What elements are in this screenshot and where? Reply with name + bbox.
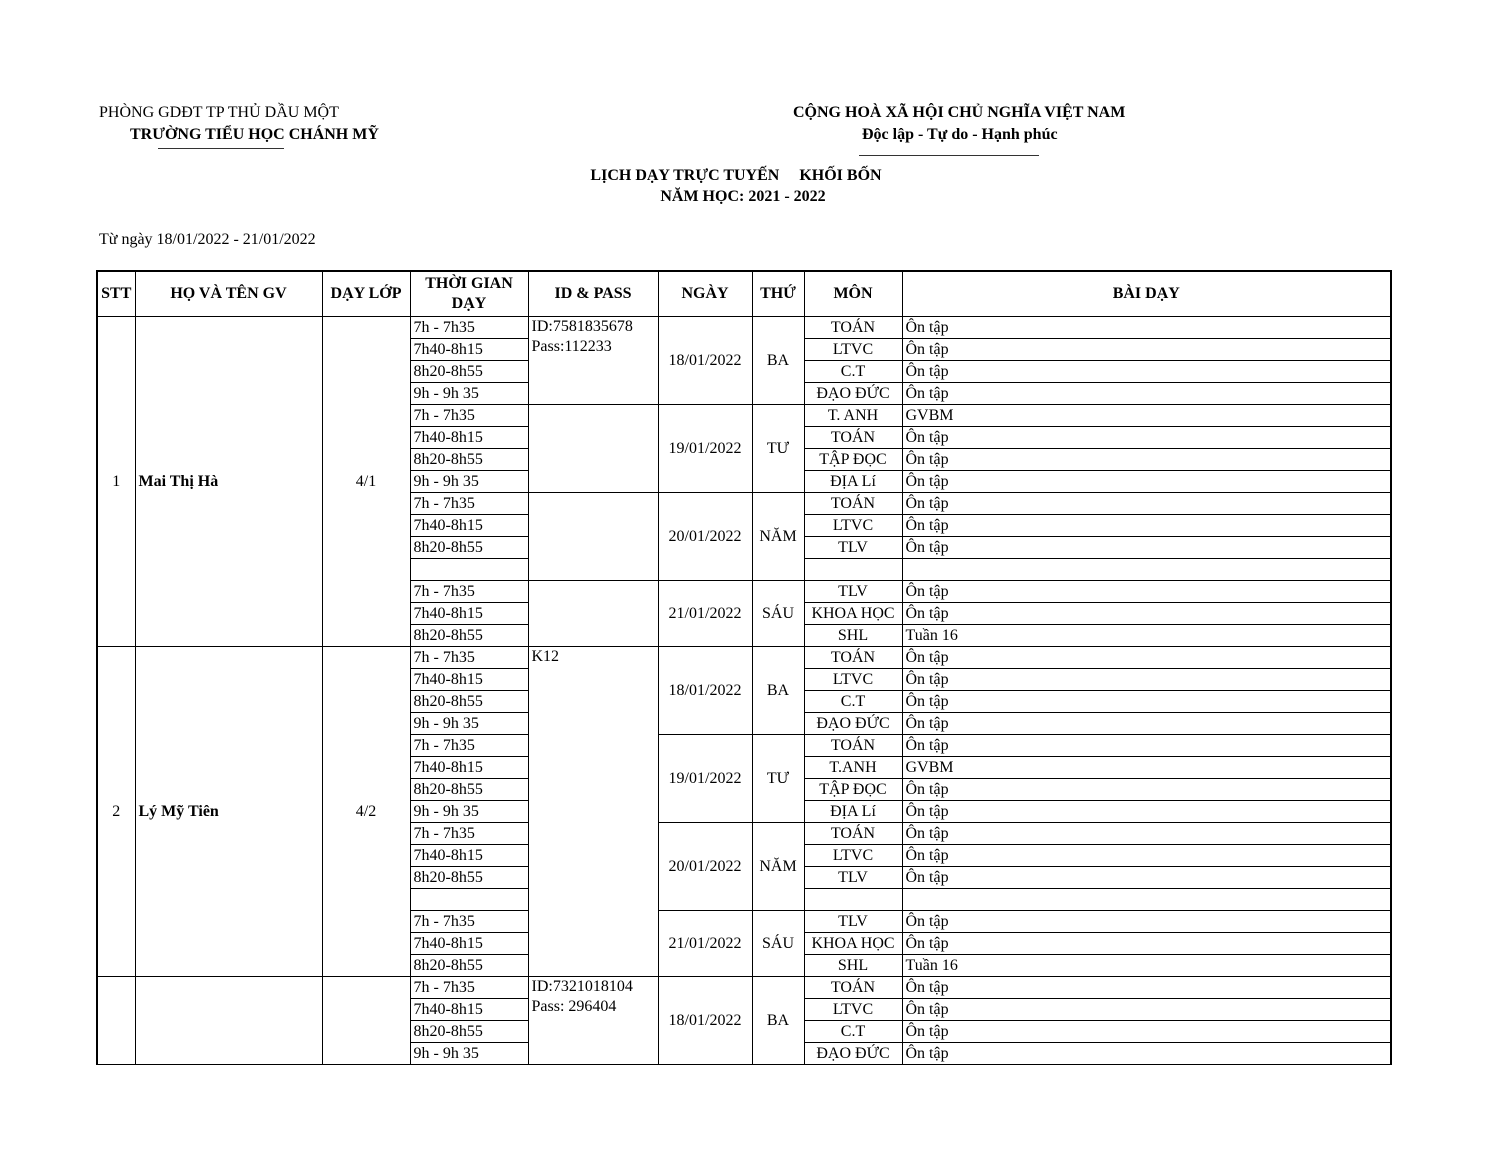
lesson-content: Ôn tập bbox=[902, 581, 1391, 603]
lesson-content: Ôn tập bbox=[902, 867, 1391, 889]
schedule-table-container bbox=[96, 270, 1390, 1062]
lesson-time: 8h20-8h55 bbox=[410, 1021, 528, 1043]
lesson-subject: LTVC bbox=[804, 515, 902, 537]
teacher-name: Lý Mỹ Tiên bbox=[135, 647, 322, 977]
lesson-time: 9h - 9h 35 bbox=[410, 471, 528, 493]
id-pass: K12 bbox=[528, 647, 658, 977]
col-header-time: THỜI GIAN DẠY bbox=[410, 271, 528, 317]
lesson-time: 8h20-8h55 bbox=[410, 867, 528, 889]
lesson-content: Ôn tập bbox=[902, 537, 1391, 559]
lesson-time: 8h20-8h55 bbox=[410, 779, 528, 801]
lesson-content: Ôn tập bbox=[902, 999, 1391, 1021]
lesson-time: 7h - 7h35 bbox=[410, 405, 528, 427]
lesson-content: Ôn tập bbox=[902, 493, 1391, 515]
table-row bbox=[97, 647, 1391, 669]
lesson-subject: TOÁN bbox=[804, 823, 902, 845]
lesson-time: 7h40-8h15 bbox=[410, 845, 528, 867]
lesson-subject bbox=[804, 559, 902, 581]
lesson-subject: ĐỊA Lí bbox=[804, 801, 902, 823]
lesson-subject: TLV bbox=[804, 867, 902, 889]
lesson-subject: TOÁN bbox=[804, 493, 902, 515]
lesson-subject: KHOA HỌC bbox=[804, 603, 902, 625]
id-pass: ID:7581835678 Pass:112233 bbox=[528, 317, 658, 405]
lesson-subject: TOÁN bbox=[804, 977, 902, 999]
lesson-time: 9h - 9h 35 bbox=[410, 713, 528, 735]
lesson-content: Ôn tập bbox=[902, 1021, 1391, 1043]
teacher-name: Mai Thị Hà bbox=[135, 317, 322, 647]
lesson-content: Ôn tập bbox=[902, 977, 1391, 999]
lesson-content: Ôn tập bbox=[902, 603, 1391, 625]
lesson-weekday: TƯ bbox=[752, 735, 804, 823]
lesson-time: 9h - 9h 35 bbox=[410, 383, 528, 405]
date-range: Từ ngày 18/01/2022 - 21/01/2022 bbox=[99, 231, 316, 248]
lesson-subject: TLV bbox=[804, 581, 902, 603]
lesson-time: 7h - 7h35 bbox=[410, 823, 528, 845]
lesson-content: Tuần 16 bbox=[902, 625, 1391, 647]
lesson-time: 7h - 7h35 bbox=[410, 317, 528, 339]
lesson-time: 7h40-8h15 bbox=[410, 339, 528, 361]
col-header-lesson: BÀI DẠY bbox=[902, 271, 1391, 317]
lesson-time: 8h20-8h55 bbox=[410, 691, 528, 713]
lesson-weekday: BA bbox=[752, 317, 804, 405]
lesson-subject: TOÁN bbox=[804, 647, 902, 669]
id-pass bbox=[528, 493, 658, 581]
lesson-content: Ôn tập bbox=[902, 691, 1391, 713]
lesson-time: 9h - 9h 35 bbox=[410, 801, 528, 823]
table-row bbox=[97, 977, 1391, 999]
lesson-content: Ôn tập bbox=[902, 471, 1391, 493]
lesson-time: 7h40-8h15 bbox=[410, 999, 528, 1021]
lesson-time bbox=[410, 889, 528, 911]
lesson-content: Ôn tập bbox=[902, 735, 1391, 757]
lesson-date: 18/01/2022 bbox=[658, 647, 752, 735]
lesson-content: Ôn tập bbox=[902, 823, 1391, 845]
lesson-date: 18/01/2022 bbox=[658, 317, 752, 405]
teacher-class: 4/1 bbox=[322, 317, 410, 647]
lesson-time: 7h - 7h35 bbox=[410, 647, 528, 669]
lesson-subject: TẬP ĐỌC bbox=[804, 779, 902, 801]
lesson-subject: ĐẠO ĐỨC bbox=[804, 1043, 902, 1065]
lesson-time: 7h - 7h35 bbox=[410, 977, 528, 999]
col-header-subject: MÔN bbox=[804, 271, 902, 317]
schedule-table bbox=[96, 270, 1392, 1065]
col-header-teacher: HỌ VÀ TÊN GV bbox=[135, 271, 322, 317]
lesson-subject: LTVC bbox=[804, 339, 902, 361]
col-header-weekday: THỨ bbox=[752, 271, 804, 317]
lesson-content: Tuần 16 bbox=[902, 955, 1391, 977]
lesson-content: Ôn tập bbox=[902, 647, 1391, 669]
lesson-time: 7h - 7h35 bbox=[410, 735, 528, 757]
lesson-subject: TOÁN bbox=[804, 317, 902, 339]
id-pass: ID:7321018104 Pass: 296404 bbox=[528, 977, 658, 1065]
school-underline bbox=[158, 148, 284, 149]
teacher-stt: 2 bbox=[97, 647, 135, 977]
lesson-time: 7h40-8h15 bbox=[410, 515, 528, 537]
lesson-date: 21/01/2022 bbox=[658, 581, 752, 647]
motto: Độc lập - Tự do - Hạnh phúc bbox=[862, 126, 1058, 143]
lesson-weekday: NĂM bbox=[752, 493, 804, 581]
lesson-time: 8h20-8h55 bbox=[410, 625, 528, 647]
lesson-weekday: SÁU bbox=[752, 911, 804, 977]
lesson-subject: ĐẠO ĐỨC bbox=[804, 713, 902, 735]
lesson-time: 7h40-8h15 bbox=[410, 933, 528, 955]
lesson-time: 9h - 9h 35 bbox=[410, 1043, 528, 1065]
lesson-content: Ôn tập bbox=[902, 669, 1391, 691]
lesson-weekday: TƯ bbox=[752, 405, 804, 493]
lesson-content: Ôn tập bbox=[902, 933, 1391, 955]
teacher-stt: 1 bbox=[97, 317, 135, 647]
lesson-subject: LTVC bbox=[804, 669, 902, 691]
lesson-content: Ôn tập bbox=[902, 845, 1391, 867]
lesson-time: 8h20-8h55 bbox=[410, 361, 528, 383]
lesson-content: Ôn tập bbox=[902, 801, 1391, 823]
schedule-body bbox=[97, 317, 1391, 1065]
id-pass bbox=[528, 581, 658, 647]
lesson-subject: ĐỊA Lí bbox=[804, 471, 902, 493]
lesson-subject: C.T bbox=[804, 1021, 902, 1043]
lesson-content: Ôn tập bbox=[902, 449, 1391, 471]
lesson-content: GVBM bbox=[902, 405, 1391, 427]
lesson-time: 7h40-8h15 bbox=[410, 603, 528, 625]
lesson-subject bbox=[804, 889, 902, 911]
lesson-time: 8h20-8h55 bbox=[410, 537, 528, 559]
schedule-title: LỊCH DẠY TRỰC TUYẾN KHỐI BỐN bbox=[590, 167, 882, 184]
lesson-subject: TLV bbox=[804, 911, 902, 933]
lesson-subject: C.T bbox=[804, 361, 902, 383]
lesson-content: Ôn tập bbox=[902, 427, 1391, 449]
id-pass bbox=[528, 405, 658, 493]
lesson-content: Ôn tập bbox=[902, 383, 1391, 405]
lesson-content: Ôn tập bbox=[902, 339, 1391, 361]
lesson-date: 21/01/2022 bbox=[658, 911, 752, 977]
lesson-time: 8h20-8h55 bbox=[410, 449, 528, 471]
school-year: NĂM HỌC: 2021 - 2022 bbox=[660, 188, 826, 205]
lesson-subject: TOÁN bbox=[804, 735, 902, 757]
lesson-content: Ôn tập bbox=[902, 779, 1391, 801]
lesson-subject: LTVC bbox=[804, 845, 902, 867]
lesson-time: 7h - 7h35 bbox=[410, 581, 528, 603]
lesson-time bbox=[410, 559, 528, 581]
lesson-content: Ôn tập bbox=[902, 361, 1391, 383]
lesson-time: 7h40-8h15 bbox=[410, 757, 528, 779]
lesson-content bbox=[902, 889, 1391, 911]
motto-underline bbox=[859, 155, 1039, 156]
lesson-subject: TẬP ĐỌC bbox=[804, 449, 902, 471]
teacher-name bbox=[135, 977, 322, 1065]
lesson-subject: SHL bbox=[804, 955, 902, 977]
lesson-subject: T.ANH bbox=[804, 757, 902, 779]
lesson-subject: ĐẠO ĐỨC bbox=[804, 383, 902, 405]
table-header-row bbox=[97, 271, 1391, 317]
lesson-subject: LTVC bbox=[804, 999, 902, 1021]
lesson-content: GVBM bbox=[902, 757, 1391, 779]
department-name: PHÒNG GDĐT TP THỦ DẦU MỘT bbox=[99, 104, 339, 121]
lesson-date: 20/01/2022 bbox=[658, 823, 752, 911]
teacher-stt bbox=[97, 977, 135, 1065]
lesson-date: 19/01/2022 bbox=[658, 735, 752, 823]
lesson-subject: TOÁN bbox=[804, 427, 902, 449]
lesson-content: Ôn tập bbox=[902, 1043, 1391, 1065]
lesson-time: 8h20-8h55 bbox=[410, 955, 528, 977]
lesson-weekday: BA bbox=[752, 647, 804, 735]
lesson-content: Ôn tập bbox=[902, 317, 1391, 339]
table-row bbox=[97, 317, 1391, 339]
lesson-time: 7h40-8h15 bbox=[410, 669, 528, 691]
lesson-weekday: SÁU bbox=[752, 581, 804, 647]
lesson-time: 7h40-8h15 bbox=[410, 427, 528, 449]
lesson-subject: SHL bbox=[804, 625, 902, 647]
lesson-subject: KHOA HỌC bbox=[804, 933, 902, 955]
lesson-content: Ôn tập bbox=[902, 713, 1391, 735]
lesson-subject: T. ANH bbox=[804, 405, 902, 427]
lesson-content: Ôn tập bbox=[902, 911, 1391, 933]
lesson-content bbox=[902, 559, 1391, 581]
lesson-subject: TLV bbox=[804, 537, 902, 559]
lesson-weekday: BA bbox=[752, 977, 804, 1065]
lesson-date: 19/01/2022 bbox=[658, 405, 752, 493]
lesson-content: Ôn tập bbox=[902, 515, 1391, 537]
col-header-date: NGÀY bbox=[658, 271, 752, 317]
col-header-id-pass: ID & PASS bbox=[528, 271, 658, 317]
lesson-time: 7h - 7h35 bbox=[410, 493, 528, 515]
lesson-subject: C.T bbox=[804, 691, 902, 713]
school-name: TRƯỜNG TIỂU HỌC CHÁNH MỸ bbox=[130, 126, 379, 143]
col-header-stt: STT bbox=[97, 271, 135, 317]
lesson-date: 20/01/2022 bbox=[658, 493, 752, 581]
col-header-class: DẠY LỚP bbox=[322, 271, 410, 317]
teacher-class: 4/2 bbox=[322, 647, 410, 977]
lesson-date: 18/01/2022 bbox=[658, 977, 752, 1065]
teacher-class bbox=[322, 977, 410, 1065]
lesson-time: 7h - 7h35 bbox=[410, 911, 528, 933]
nation-name: CỘNG HOÀ XÃ HỘI CHỦ NGHĨA VIỆT NAM bbox=[793, 104, 1126, 121]
lesson-weekday: NĂM bbox=[752, 823, 804, 911]
